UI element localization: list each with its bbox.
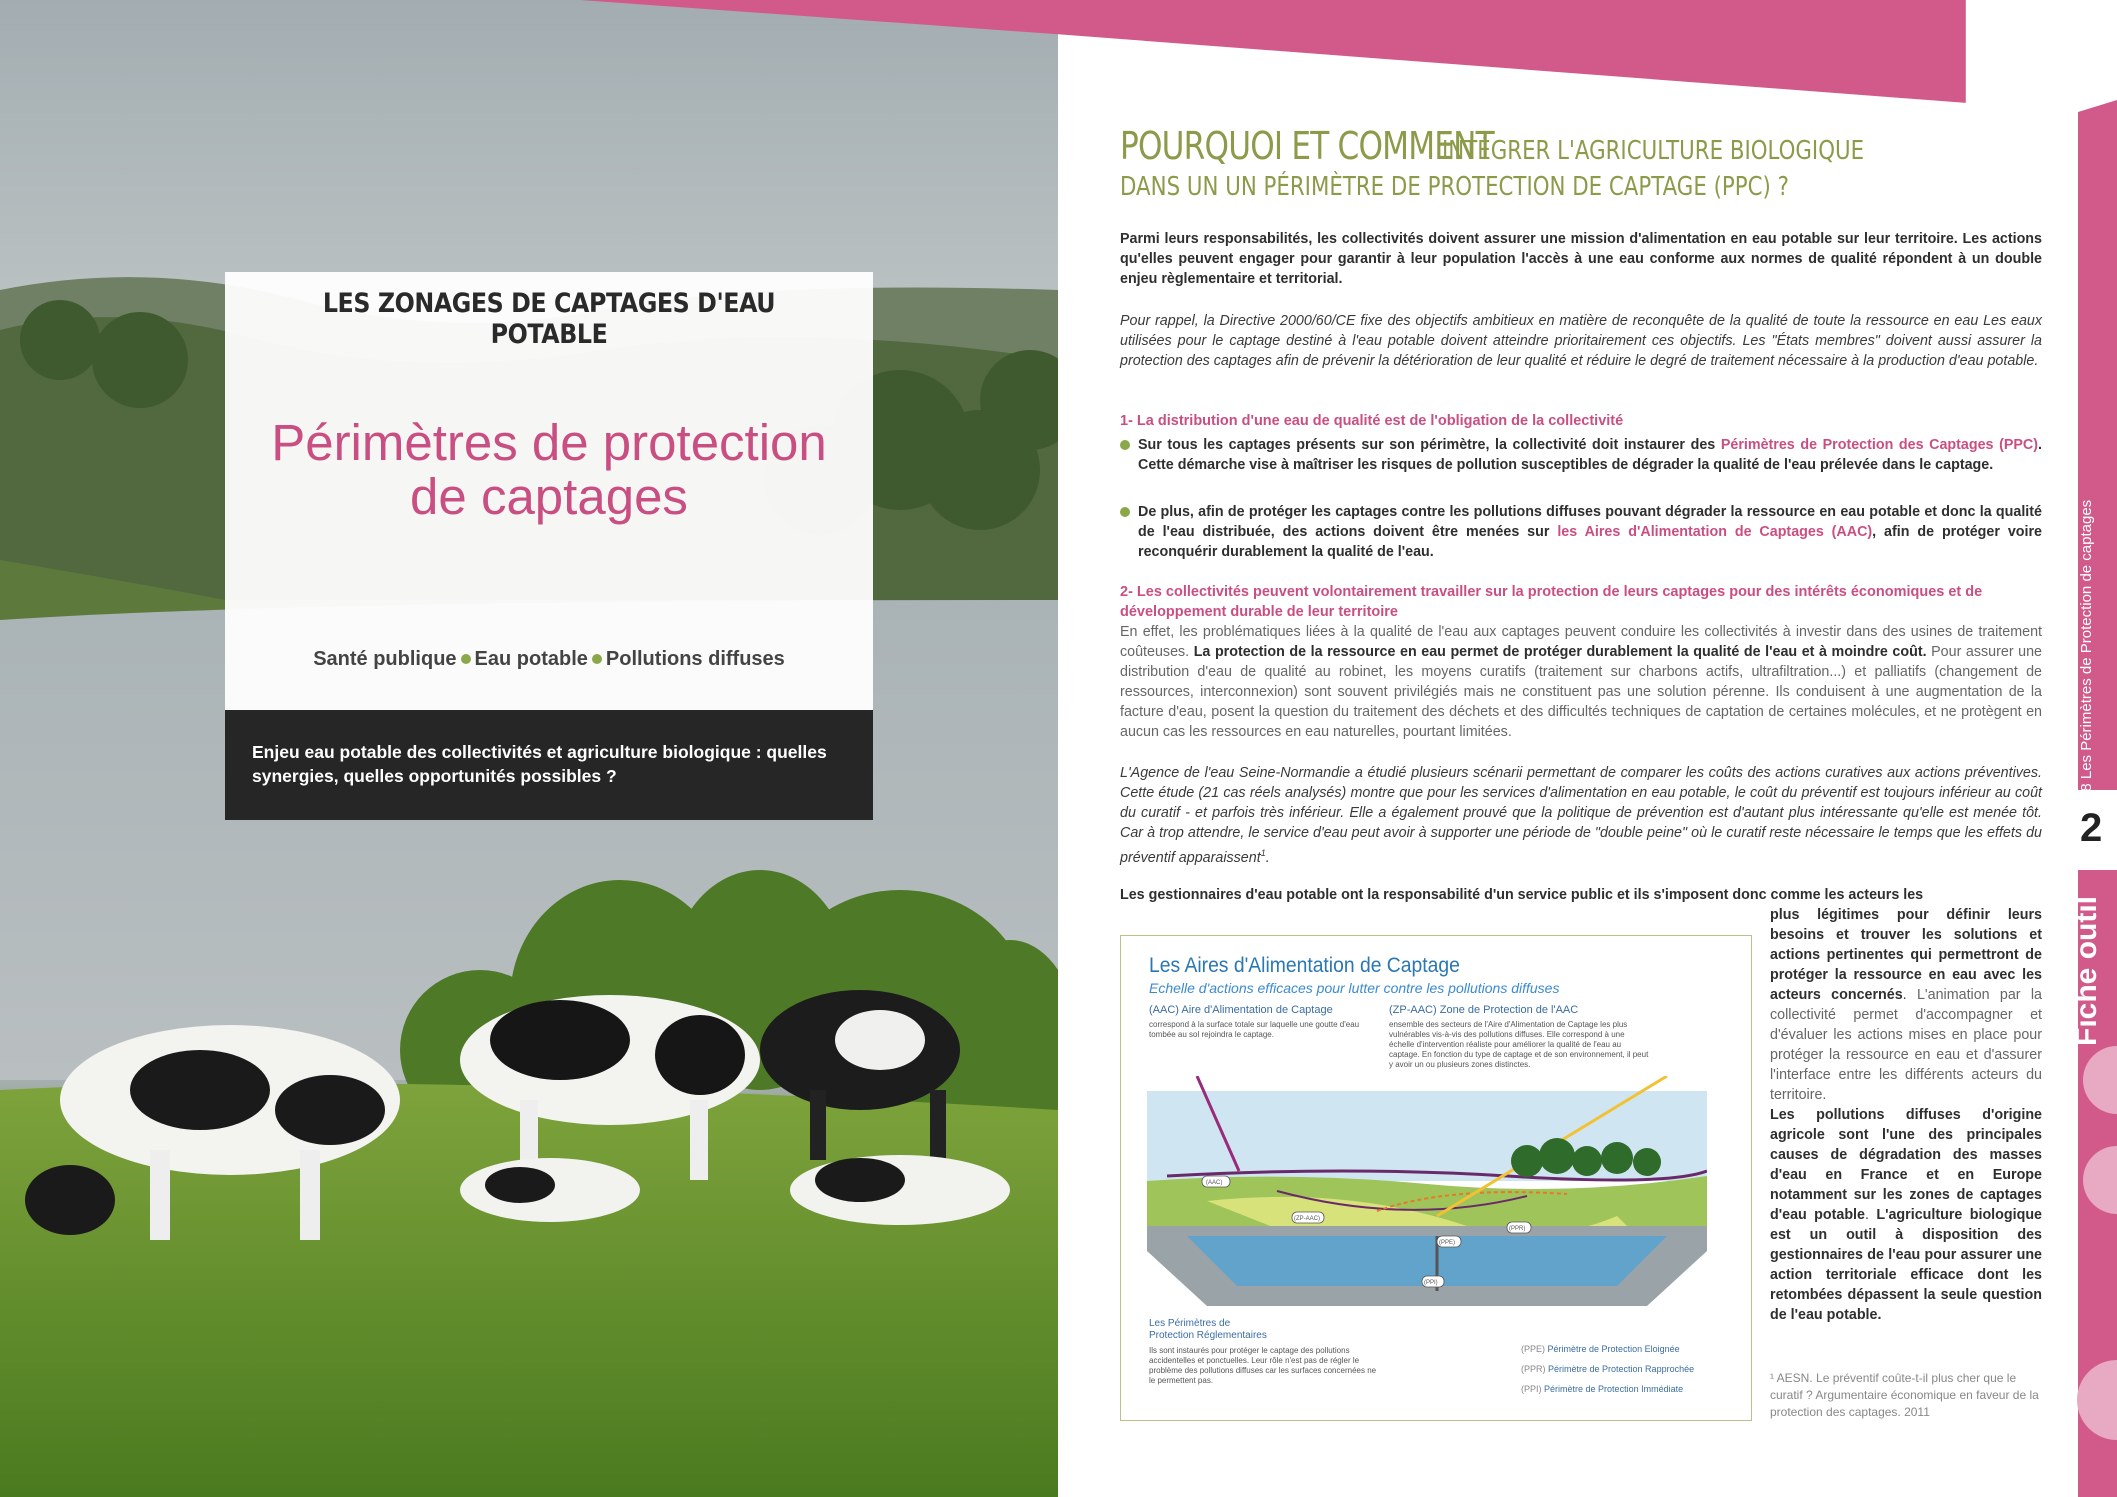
col-bold3: L'agriculture biologique est un outil à disposition des gestionnaires de l'eau pour assurer une action territoriale efficace dont les retombées dépassent la seule question de l'eau potable. [1770,1207,2043,1323]
legend-ppe-label: Périmètre de Protection Eloignée [1547,1344,1680,1354]
legend-ppe [1521,1344,1680,1354]
p2-text: En effet, les problématiques liées à la qualité de l'eau aux captages peuvent conduire les collectivités à investir dans des usines de traitement coûteuses. [1120,624,2042,660]
zpaac-legend-label [1389,1004,1578,1016]
side-column: plus légitimes pour définir leurs besoins et trouver les solutions et actions pertinentes qui permettront de protéger la ressource en eau avec les acteurs concernés. L'animation par la collectivité permet d'accompagner et d'évaluer les actions mises en place pour protéger la ressource en eau et d'assurer l'interface entre les différents acteurs du territoire. Les pollutions diffuses d'origine agricole sont l'une des principales causes de dégradation des masses d'eau en France et en Europe notamment sur les zones de captages d'eau potable. L'agriculture biologique est un outil à disposition des gestionnaires de l'eau pour assurer une action territoriale efficace dont les retombées dépassent la seule question de l'eau potable. [1770,907,2043,1323]
zpaac-description: ensemble des secteurs de l'Aire d'Alimentation de Captage les plus vulnérables vis-à-vis des pollutions diffuses. Elle correspond à une échelle d'intervention réaliste pour améliorer la qualité de l'eau au captage. En fonction du type de captage et de son environnement, il peut y avoir un ou plusieurs zones distinctes. [1389,1020,1649,1069]
vertical-title [2078,480,2098,800]
aac-link[interactable]: les Aires d'Alimentation de Captages (AAC) [1557,524,1873,540]
right-page [1058,0,2117,1497]
aac-description: correspond à la surface totale sur laquelle une goutte d'eau tombée au sol rejoindra le captage. [1149,1020,1360,1039]
col-bold2: Les pollutions diffuses d'origine agricole sont l'une des principales causes de dégradation des masses d'eau en France et en Europe notamment sur les zones de captages d'eau potable [1770,1107,2042,1223]
card-title [225,416,873,524]
section-2-heading: 2- Les collectivités peuvent volontairement travailler sur la protection de leurs captages pour des intérêts économiques et de développement durable de leur territoire [1120,584,1983,620]
legend-ppr-label: Périmètre de Protection Rapprochée [1548,1364,1695,1374]
ppr-title: Les Périmètres de Protection Réglementaires [1149,1318,1267,1341]
zpaac-badge: (ZP-AAC) [1389,1004,1437,1016]
card-title-line2: de captages [410,468,688,525]
map-badge-ppe: (PPE) [1439,1240,1456,1246]
ppc-link[interactable]: Périmètres de Protection des Captages (PPC) [1720,437,2039,453]
vertical-title-text: #8 Les Périmètres de Protection de captages [2078,499,2095,800]
map-badge-ppr: (PPR) [1509,1226,1526,1232]
col-regular: L'animation par la collectivité permet d'accompagner et d'évaluer les actions mises en place pour protéger la ressource en eau et d'assurer l'interface entre les différents acteurs du territoire. [1770,987,2042,1103]
tag-sante: Santé publique [313,648,457,670]
card-band-text: Enjeu eau potable des collectivités et agriculture biologique : quelles synergies, quelles opportunités possibles ? [252,742,827,786]
rappel-paragraph: Pour rappel, la Directive 2000/60/CE fixe des objectifs ambitieux en matière de reconquête de la qualité de toute la ressource en eau Les eaux utilisées pour le captage destiné à l'eau potable doivent atteindre prioritairement ces objectifs. Les "États membres" doivent aussi assurer la protection des captages afin de prévenir la détérioration de leur qualité et réduire le degré de traitement nécessaire à la production d'eau potable. [1120,313,2042,369]
figure-title: Les Aires d'Alimentation de Captage [1149,954,1460,977]
heading-big: POURQUOI ET COMMENT [1120,124,1494,168]
p2-text-end: Pour assurer une distribution d'eau de qualité au robinet, les moyens curatifs (traitement sur charbons actifs, ultrafiltration...) et palliatifs (changement de ressources, interconnexion) sont souvent privilégiés mais ne constituent pas une solution pérenne. Ils conduisent à une augmentation de la facture d'eau, posent la question du traitement des déchets et des difficultés techniques de captation de certaines molécules, et ne protègent en aucun cas les ressources en eau naturelles, pourtant limitées. [1120,644,2042,740]
tag-eau: Eau potable [474,648,588,670]
aac-diagram [1147,1076,1707,1306]
legend-ppr-badge: (PPR) [1521,1364,1546,1374]
heading-line2: DANS UN UN PÉRIMÈTRE DE PROTECTION DE CAPTAGE (PPC) ? [1120,172,1789,202]
legend-ppe-badge: (PPE) [1521,1344,1546,1354]
card-kicker: LES ZONAGES DE CAPTAGES D'EAU POTABLE [322,288,776,350]
aac-label-text: Aire d'Alimentation de Captage [1181,1004,1333,1016]
footnote: ¹ AESN. Le préventif coûte-t-il plus cher que le curatif ? Argumentaire économique en faveur de la protection des captages. 2011 [1770,1371,2039,1419]
map-badge-ppi: (PPI) [1424,1280,1438,1286]
bullet-ppc-text: Sur tous les captages présents sur son périmètre, la collectivité doit instaurer des [1138,437,1721,453]
legend-ppi-badge: (PPI) [1521,1384,1542,1394]
bullet-ppc [1120,435,2042,475]
bullet-aac-text: De plus, afin de protéger les captages contre les pollutions diffuses pouvant dégrader la ressource en eau potable et donc la qualité de l'eau distribuée, des actions doivent être menées sur [1138,504,2042,540]
legend-ppr [1521,1364,1694,1374]
fiche-outil-label [2070,876,2110,1046]
agence-paragraph: L'Agence de l'eau Seine-Normandie a étudié plusieurs scénarii permettant de comparer les coûts des actions curatives aux actions préventives. Cette étude (21 cas réels analysés) montre que pour les services d'alimentation en eau potable, le coût du préventif est toujours inférieur au coût du curatif - et parfois très inférieur. Elle a également prouvé que la politique de prévention est d'autant plus intéressante qu'elle est menée tôt. Car à trop attendre, le service d'eau peut avoir à supporter une période de "double peine" où le curatif reste nécessaire le temps que les effets du préventif apparaissent$^1$. [1120,765,2042,866]
zpaac-label-text: Zone de Protection de l'AAC [1439,1004,1579,1016]
bullet-ppc-text-end: . Cette démarche vise à maîtriser les risques de pollution susceptibles de dégrader la qualité de l'eau prélevée dans le captage. [1138,437,2042,473]
map-badge-zpaac: (ZP-AAC) [1294,1216,1320,1222]
page-number: 2 [2080,806,2103,850]
gestionnaires-line: Les gestionnaires d'eau potable ont la responsabilité d'un service public et ils s'imposent donc comme les acteurs les [1120,887,1924,903]
p2-bold: La protection de la ressource en eau permet de protéger durablement la qualité de l'eau et à moindre coût. [1193,644,1927,660]
legend-ppi-label: Périmètre de Protection Immédiate [1544,1384,1684,1394]
intro-paragraph: Parmi leurs responsabilités, les collectivités doivent assurer une mission d'alimentation en eau potable sur leur territoire. Les actions qu'elles peuvent engager pour garantir à leur population l'accès à une eau conforme aux normes de qualité répondent à un double enjeu règlementaire et territorial. [1120,231,2042,287]
card-tags [225,648,873,671]
bullet-dot-icon [592,654,602,664]
aac-legend-label [1149,1004,1333,1016]
aac-badge: (AAC) [1149,1004,1179,1016]
figure-subtitle: Echelle d'actions efficaces pour lutter contre les pollutions diffuses [1149,980,1560,996]
legend-ppi [1521,1384,1683,1394]
ppr-description: Ils sont instaurés pour protéger le captage des pollutions accidentelles et ponctuelles. Leur rôle n'est pas de régler le problème des pollutions diffuses car les surfaces concernées ne le permettent pas. [1149,1346,1377,1385]
aac-figure [1120,935,1752,1421]
map-badge-aac: (AAC) [1206,1180,1223,1186]
bullet-aac-text-end: , afin de protéger voire reconquérir durablement la qualité de l'eau. [1138,524,2042,560]
card-title-line1: Périmètres de protection [271,414,827,471]
agence-text: L'Agence de l'eau Seine-Normandie a étudié plusieurs scénarii permettant de comparer les coûts des actions curatives aux actions préventives. Cette étude (21 cas réels analysés) montre que pour les services d'alimentation en eau potable, le coût du préventif est toujours inférieur au coût du curatif - et parfois très inférieur. Elle a également prouvé que la politique de prévention est d'autant plus intéressante qu'elle est menée tôt. Car à trop attendre, le service d'eau peut avoir à supporter une période de "double peine" où le curatif reste nécessaire le temps que les effets du préventif apparaissent [1120,765,2042,866]
footnote-ref: 1 [1260,848,1266,858]
col-dot: . [1902,987,1907,1003]
col-bold1: plus légitimes pour définir leurs besoins et trouver les solutions et actions pertinentes qui permettront de protéger la ressource en eau avec les acteurs concernés [1770,907,2042,1003]
tag-pollutions: Pollutions diffuses [605,648,785,670]
heading-small: INTÉGRER L'AGRICULTURE BIOLOGIQUE [1442,136,1865,166]
card-dark-band [225,710,873,820]
bullet-aac [1120,502,2042,562]
page-heading [1120,124,2060,202]
section-2-paragraph [1120,622,2042,742]
section-1-heading: 1- La distribution d'une eau de qualité est de l'obligation de la collectivité [1120,413,1624,429]
title-card [225,272,873,710]
fiche-outil-text: Fiche outil [2070,896,2103,1046]
bullet-dot-icon [461,654,471,664]
